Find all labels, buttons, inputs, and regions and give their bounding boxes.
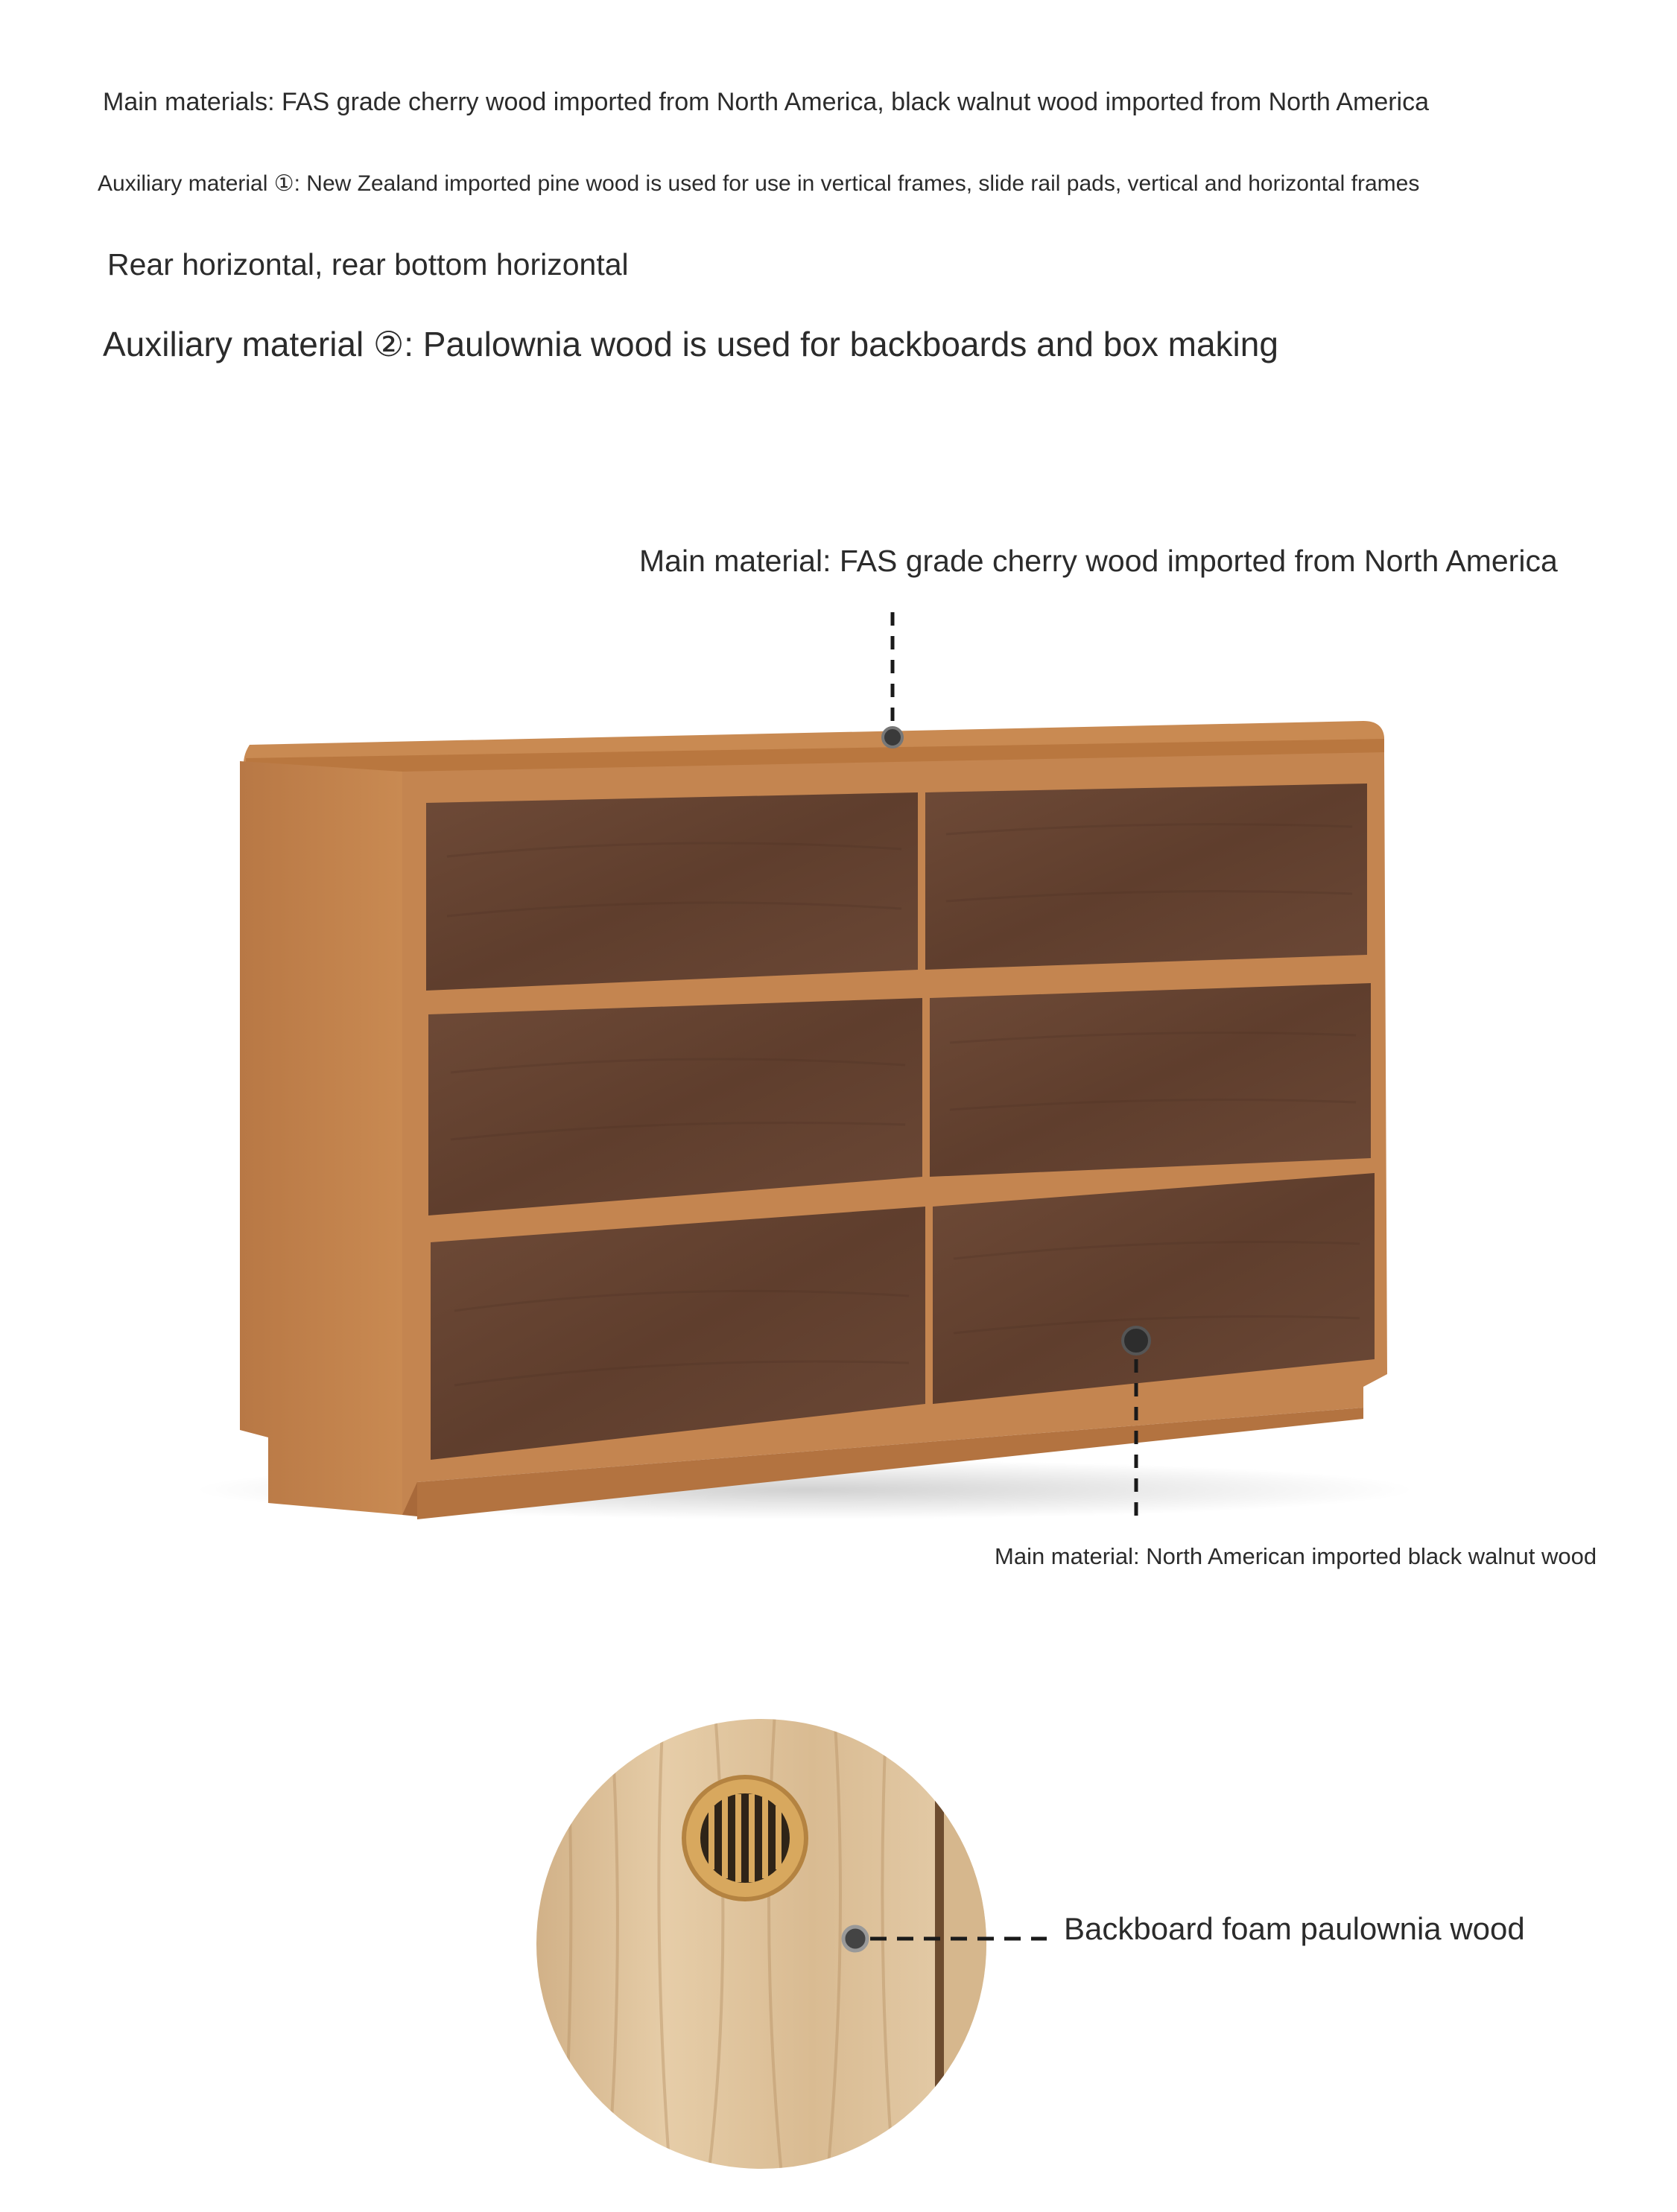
drawer-1 bbox=[426, 792, 918, 991]
marker-dot-icon bbox=[843, 1927, 867, 1951]
aux-material-1-text: Auxiliary material ①: New Zealand imported pine wood is used for use in vertical frames, slide rail pads, vertical and horizontal frames bbox=[98, 171, 1420, 196]
top-callout-leader bbox=[883, 612, 902, 747]
callout-backboard-material: Backboard foam paulownia wood bbox=[1064, 1911, 1525, 1946]
backboard-closeup bbox=[522, 1706, 1047, 2190]
callout-top-material: Main material: FAS grade cherry wood imported from North America bbox=[639, 544, 1558, 578]
aux-material-1-continued-text: Rear horizontal, rear bottom horizontal bbox=[107, 247, 629, 282]
dresser-illustration bbox=[194, 721, 1416, 1519]
marker-dot-icon bbox=[883, 728, 902, 747]
marker-dot-icon bbox=[1123, 1327, 1150, 1354]
aux-material-2-text: Auxiliary material ②: Paulownia wood is used for backboards and box making bbox=[103, 325, 1278, 363]
drawer-4 bbox=[930, 983, 1371, 1177]
drawer-2 bbox=[925, 784, 1367, 970]
drawer-fronts bbox=[426, 784, 1375, 1460]
callout-drawer-material: Main material: North American imported black walnut wood bbox=[995, 1543, 1597, 1569]
main-materials-text: Main materials: FAS grade cherry wood imported from North America, black walnut wood imported from North America bbox=[103, 88, 1430, 116]
